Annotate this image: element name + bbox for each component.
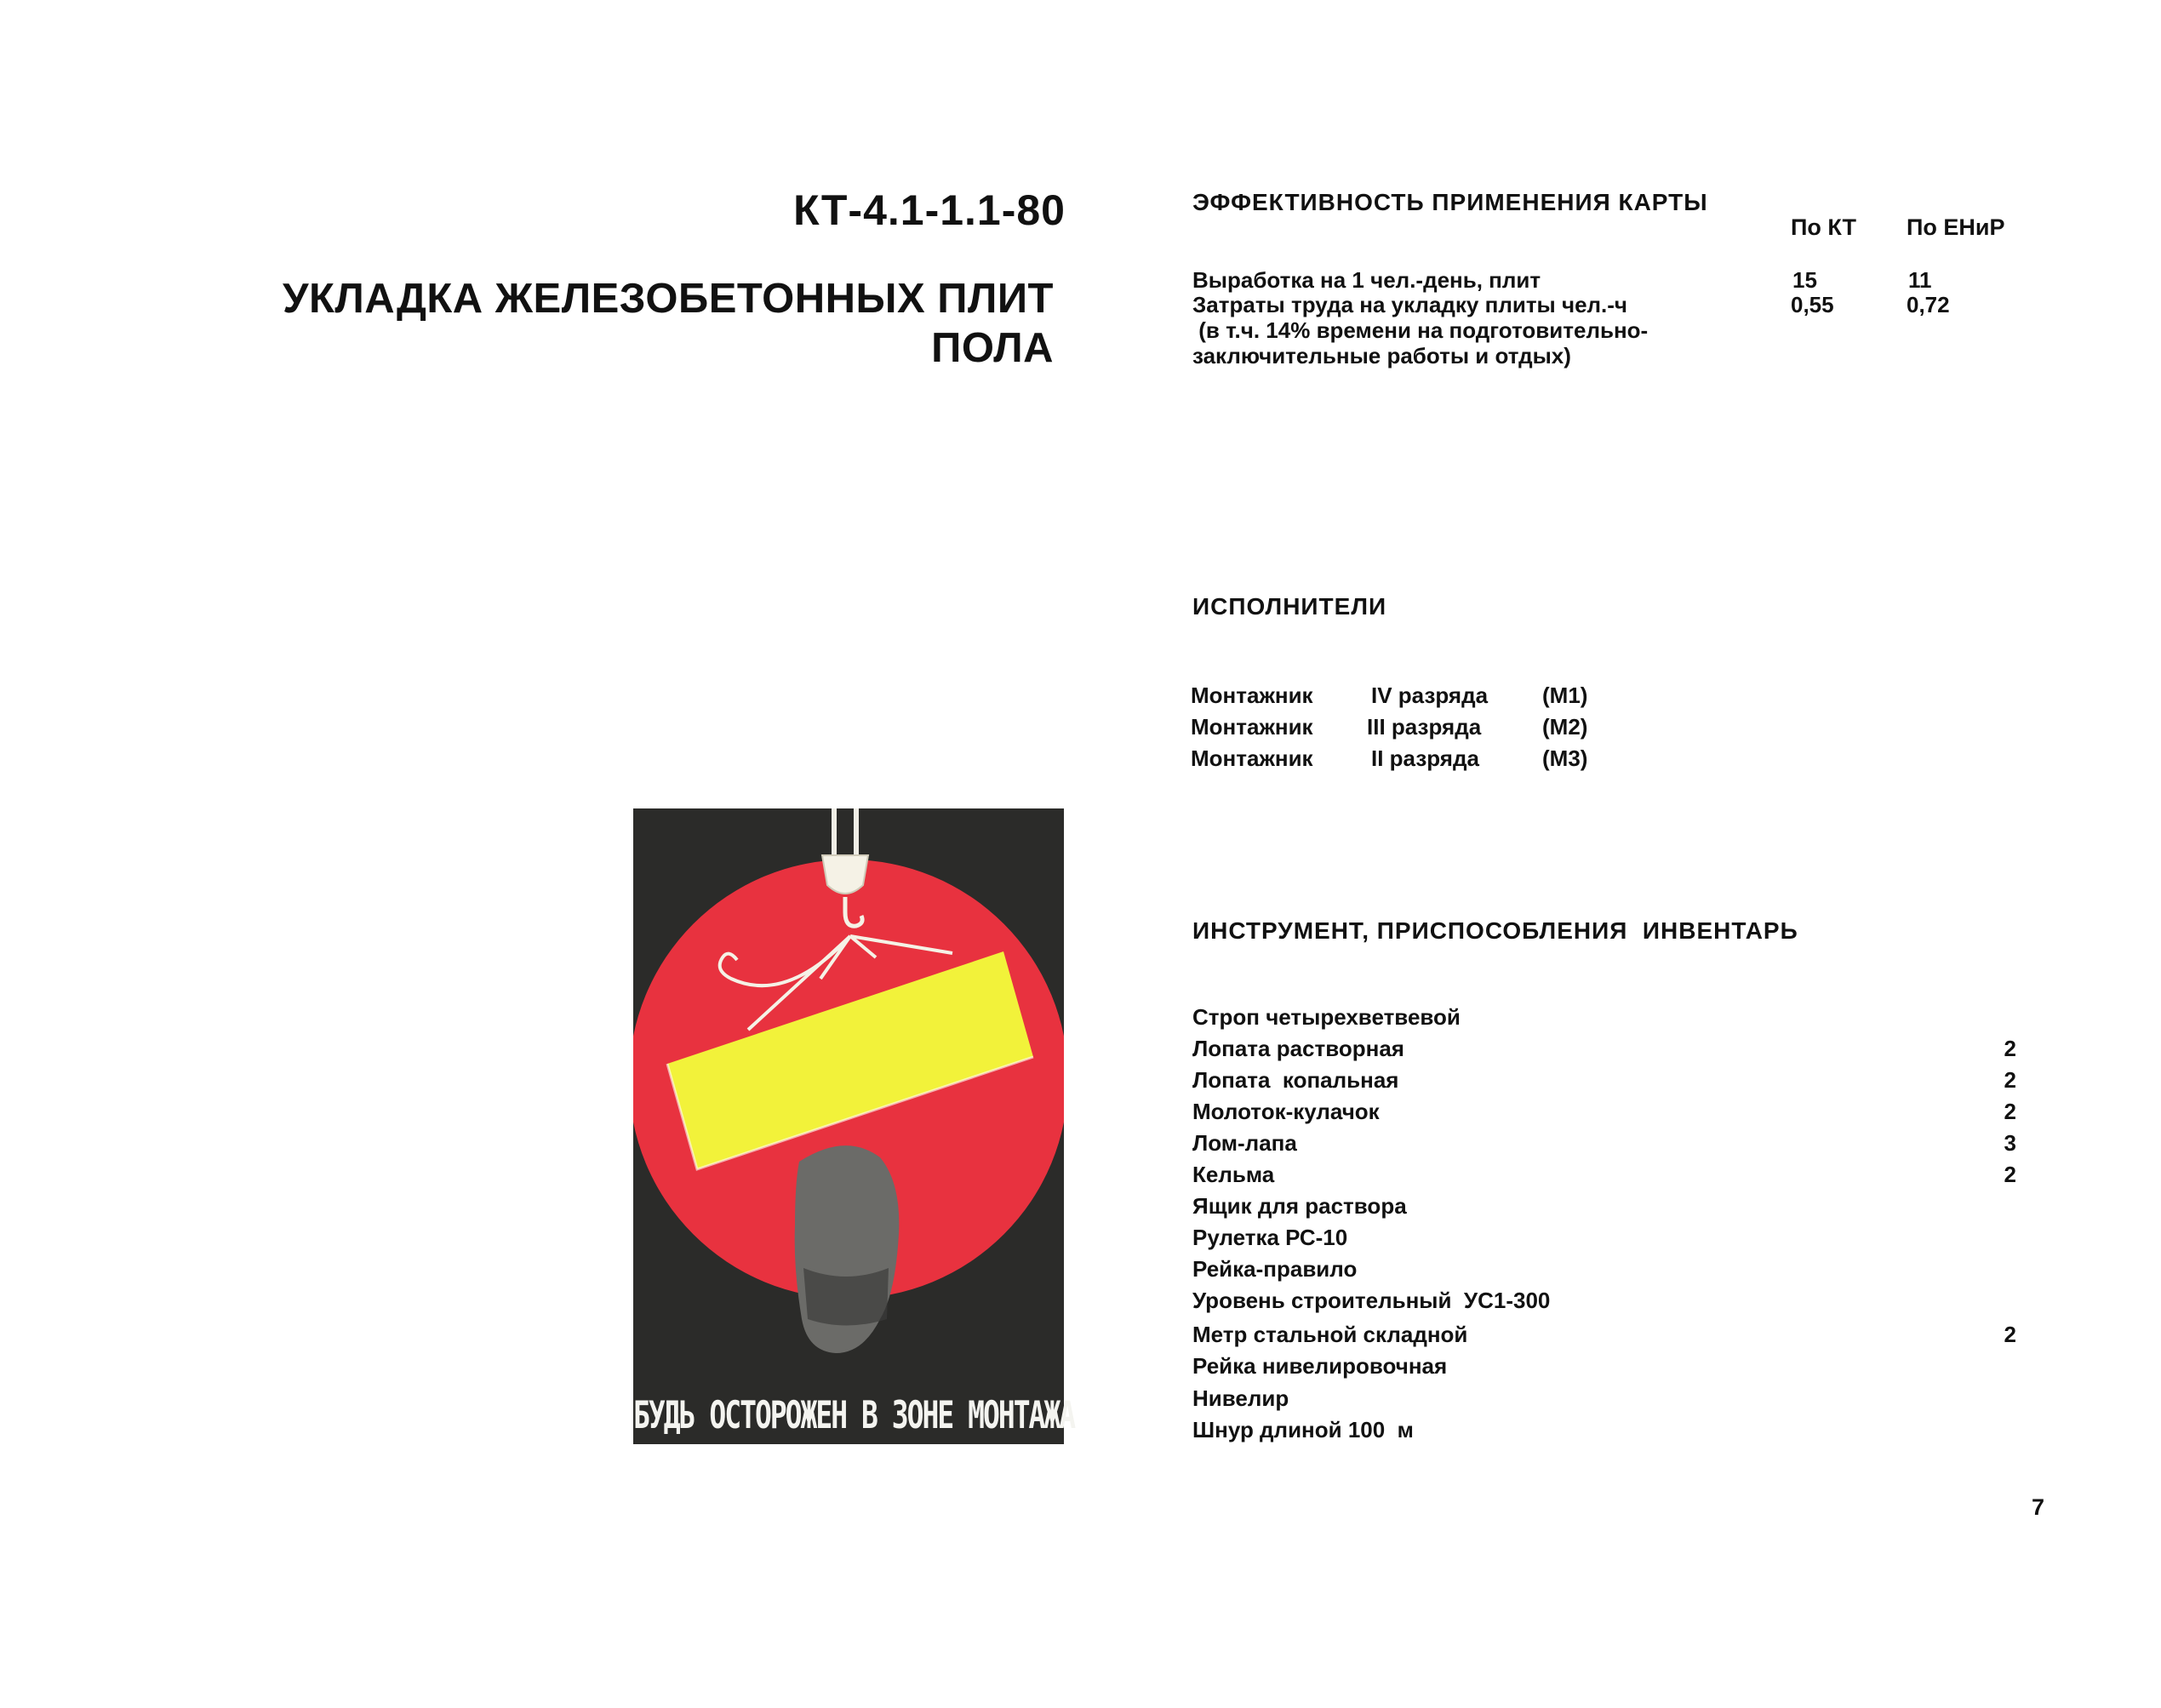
tool-item: [1192, 1004, 2016, 1033]
tool-item: [1192, 1099, 2016, 1128]
document-code: КТ-4.1-1.1-80: [793, 186, 1066, 234]
tool-item: [1192, 1193, 2016, 1222]
poster-caption: БУДЬ ОСТОРОЖЕН В ЗОНЕ МОНТАЖА: [633, 1392, 1075, 1437]
tool-item: [1192, 1385, 2016, 1414]
tool-item: [1192, 1225, 2016, 1254]
efficiency-row-kt: 15: [1792, 267, 1817, 293]
worker-grade: IV разряда: [1371, 683, 1489, 708]
tools-heading: ИНСТРУМЕНТ, ПРИСПОСОБЛЕНИЯ ИНВЕНТАРЬ: [1192, 917, 1798, 944]
tool-item: [1192, 1067, 2016, 1096]
tool-name: Ящик для раствора: [1192, 1193, 1407, 1219]
workers-heading: ИСПОЛНИТЕЛИ: [1192, 593, 1387, 620]
tool-item: [1192, 1353, 2016, 1382]
tool-item: [1192, 1417, 2016, 1446]
worker-code: (М3): [1542, 745, 1588, 771]
tool-name: Молоток-кулачок: [1192, 1099, 1380, 1124]
poster-artwork: [633, 808, 1075, 1444]
worker-grade: II разряда: [1371, 745, 1479, 771]
title-line-2: ПОЛА: [931, 325, 1054, 371]
tool-name: Кельма: [1192, 1162, 1275, 1187]
tool-item: [1192, 1036, 2016, 1065]
worker-role: Монтажник: [1191, 714, 1313, 740]
efficiency-note-line-1: (в т.ч. 14% времени на подготовительно-: [1192, 317, 1649, 343]
efficiency-row-enir: 0,72: [1907, 292, 1950, 317]
tool-name: Метр стальной складной: [1192, 1322, 1468, 1347]
tool-name: Строп четырехветвевой: [1192, 1004, 1461, 1030]
tool-qty: 2: [2004, 1162, 2016, 1187]
worker-role: Монтажник: [1191, 745, 1313, 771]
tool-qty: 2: [2004, 1099, 2016, 1124]
tool-name: Рулетка РС-10: [1192, 1225, 1348, 1250]
efficiency-row-enir: 11: [1908, 267, 1932, 293]
title-line-1: УКЛАДКА ЖЕЛЕЗОБЕТОННЫХ ПЛИТ: [282, 276, 1054, 322]
tool-name: Рейка-правило: [1192, 1256, 1358, 1282]
tool-item: [1192, 1288, 2016, 1317]
tool-name: Лопата копальная: [1192, 1067, 1399, 1093]
document-title: [203, 274, 1054, 373]
worker-code: (М1): [1542, 683, 1588, 708]
efficiency-row-label: Выработка на 1 чел.-день, плит: [1192, 267, 1541, 293]
page-number: 7: [2032, 1494, 2045, 1520]
tool-qty: 2: [2004, 1322, 2016, 1347]
tool-name: Рейка нивелировочная: [1192, 1353, 1448, 1379]
boot-sole-icon: [803, 1268, 889, 1326]
column-header-enir: По ЕНиР: [1907, 214, 2005, 240]
column-header-kt: По КТ: [1791, 214, 1857, 240]
efficiency-row-kt: 0,55: [1791, 292, 1834, 317]
tool-name: Шнур длиной 100 м: [1192, 1417, 1414, 1442]
worker-code: (М2): [1542, 714, 1588, 740]
tool-name: Нивелир: [1192, 1385, 1289, 1411]
tool-qty: 2: [2004, 1067, 2016, 1093]
worker-grade: III разряда: [1367, 714, 1482, 740]
safety-poster: [633, 808, 1075, 1444]
efficiency-heading: ЭФФЕКТИВНОСТЬ ПРИМЕНЕНИЯ КАРТЫ: [1192, 189, 1708, 215]
efficiency-row-label: Затраты труда на укладку плиты чел.-ч: [1192, 292, 1628, 317]
tool-qty: 2: [2004, 1036, 2016, 1061]
tool-qty: 3: [2004, 1130, 2016, 1156]
tool-item: [1192, 1322, 2016, 1351]
worker-role: Монтажник: [1191, 683, 1313, 708]
tool-name: Уровень строительный УС1-300: [1192, 1288, 1551, 1313]
tool-item: [1192, 1162, 2016, 1191]
tool-item: [1192, 1130, 2016, 1159]
tool-item: [1192, 1256, 2016, 1285]
tool-name: Лом-лапа: [1192, 1130, 1297, 1156]
efficiency-note-line-2: заключительные работы и отдых): [1192, 343, 1571, 368]
tool-name: Лопата растворная: [1192, 1036, 1404, 1061]
